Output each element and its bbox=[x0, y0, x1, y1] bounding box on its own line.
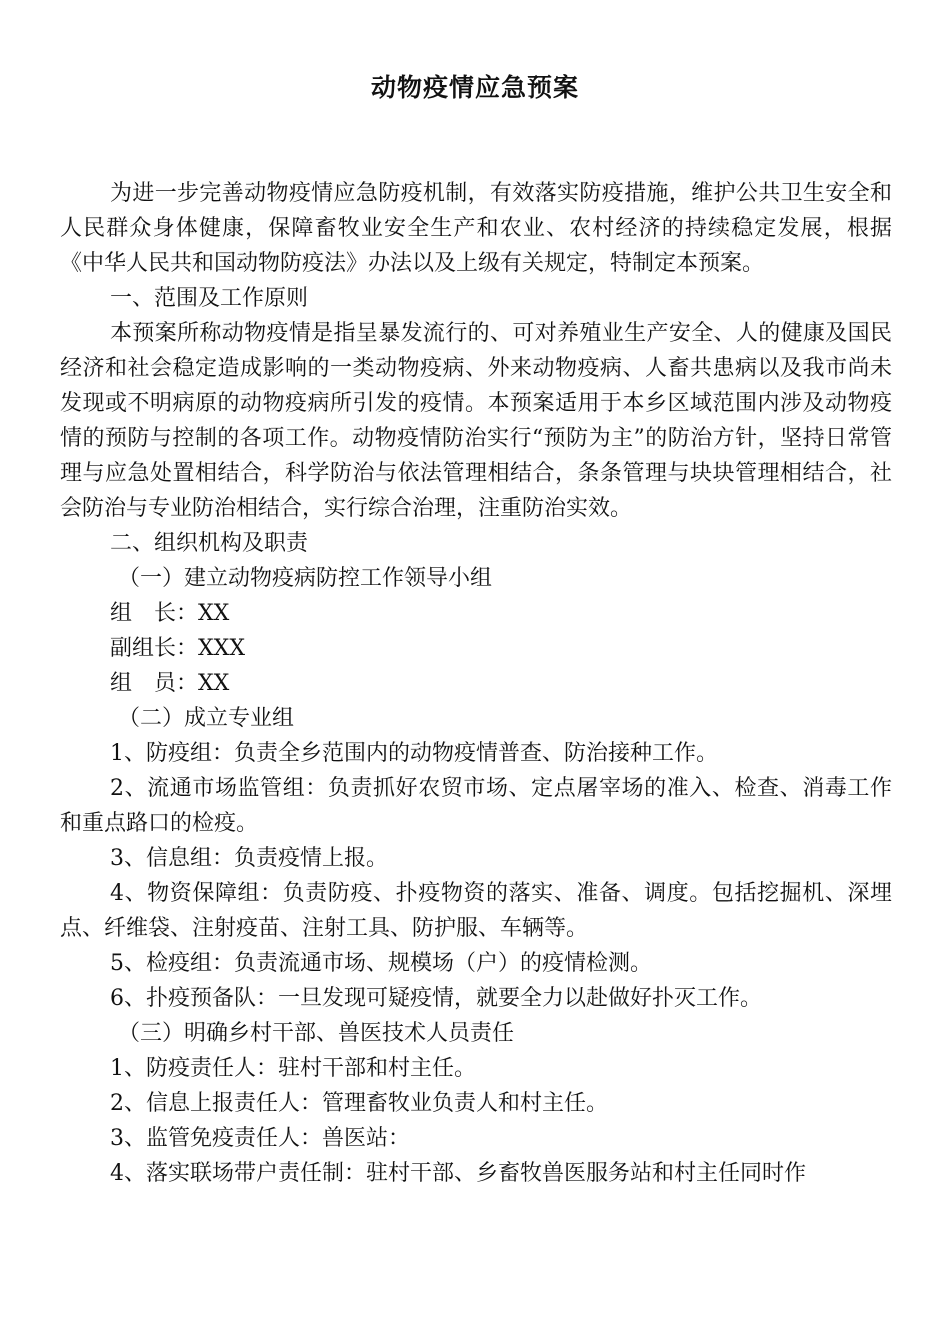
subsection-responsibilities: （三）明确乡村干部、兽医技术人员责任 bbox=[118, 1021, 515, 1046]
list-item: 2、信息上报责任人：管理畜牧业负责人和村主任。 bbox=[110, 1091, 608, 1116]
list-item: 1、防疫责任人：驻村干部和村主任。 bbox=[110, 1056, 476, 1081]
scope-paragraph: 本预案所称动物疫情是指呈暴发流行的、可对养殖业生产安全、人的健康及国民经济和社会稳定造成影响的一类动物疫病、外来动物疫病、人畜共患病以及我市尚未发现或不明病原的动物疫病所引发的疫情。本预案适用于本乡区域范围内涉及动物疫情的预防与控制的各项工作。动物疫情防治实行“预防为主”的防治方针，坚持日常管理与应急处置相结合，科学防治与依法管理相结合，条条管理与块块管理相结合，社会防治与专业防治相结合，实行综合治理，注重防治实效。 bbox=[60, 321, 892, 521]
group-member-line: 组 员：XX bbox=[110, 671, 230, 696]
subsection-professional-groups: （二）成立专业组 bbox=[118, 706, 295, 731]
list-item: 3、信息组：负责疫情上报。 bbox=[110, 846, 388, 871]
section-heading-scope: 一、范围及工作原则 bbox=[110, 286, 309, 311]
group-leader-line: 组 长：XX bbox=[110, 601, 230, 626]
section-heading-organization: 二、组织机构及职责 bbox=[110, 531, 309, 556]
list-item: 4、落实联场带户责任制：驻村干部、乡畜牧兽医服务站和村主任同时作 bbox=[110, 1161, 806, 1186]
document-title: 动物疫情应急预案 bbox=[370, 73, 579, 102]
list-item: 2、流通市场监管组：负责抓好农贸市场、定点屠宰场的准入、检查、消毒工作和重点路口的检疫。 bbox=[60, 776, 892, 836]
list-item: 1、防疫组：负责全乡范围内的动物疫情普查、防治接种工作。 bbox=[110, 741, 718, 766]
list-item: 3、监管免疫责任人：兽医站： bbox=[110, 1126, 410, 1151]
list-item: 5、检疫组：负责流通市场、规模场（户）的疫情检测。 bbox=[110, 951, 652, 976]
subsection-leadership-group: （一）建立动物疫病防控工作领导小组 bbox=[118, 566, 493, 591]
deputy-leader-line: 副组长：XXX bbox=[110, 636, 245, 661]
list-item: 6、扑疫预备队：一旦发现可疑疫情，就要全力以赴做好扑灭工作。 bbox=[110, 986, 762, 1011]
intro-paragraph: 为进一步完善动物疫情应急防疫机制，有效落实防疫措施，维护公共卫生安全和人民群众身体健康，保障畜牧业安全生产和农业、农村经济的持续稳定发展，根据《中华人民共和国动物防疫法》办法以及上级有关规定，特制定本预案。 bbox=[60, 181, 892, 276]
document-body bbox=[60, 176, 892, 1191]
list-item: 4、物资保障组：负责防疫、扑疫物资的落实、准备、调度。包括挖掘机、深埋点、纤维袋、注射疫苗、注射工具、防护服、车辆等。 bbox=[60, 881, 892, 941]
